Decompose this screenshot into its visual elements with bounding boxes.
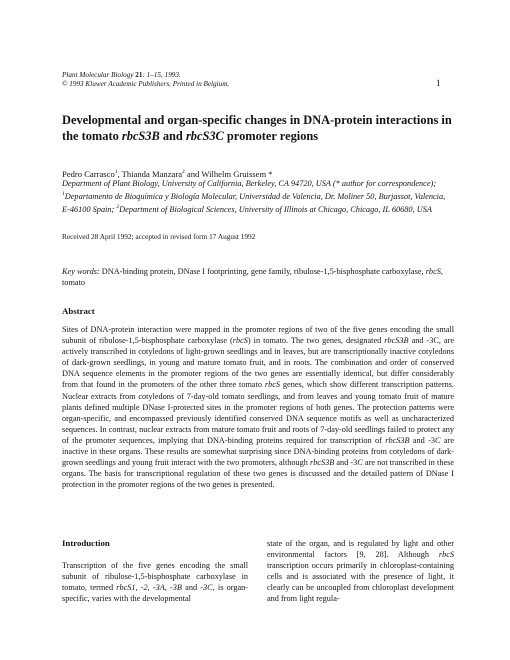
journal-line-1: Plant Molecular Biology 21: 1–15, 1993.	[62, 71, 181, 79]
journal-line-2: © 1993 Kluwer Academic Publishers. Printed in Belgium.	[62, 80, 230, 88]
journal-citation	[62, 71, 229, 89]
journal-volume: 21	[135, 71, 143, 79]
abstract-heading: Abstract	[62, 306, 95, 316]
page-number: 1	[436, 78, 441, 88]
introduction-left-column: Transcription of the five genes encoding the small subunit of ribulose-1,5-bisphosphate carboxylase in tomato, termed rbcS1, -2, -3A, -3B and -3C, is organ-specific, varies with the developmental	[62, 561, 248, 604]
abstract-text: Sites of DNA-protein interaction were mapped in the promoter regions of two of the five genes encoding the small subunit of ribulose-1,5-bisphosphate carboxylase (rbcS) in tomato. The two genes, designated rbcS3B and -3C, are actively transcribed in cotyledons of light-grown seedlings and in leaves, but are transcriptionally inactive cotyledons of dark-grown seedlings, in young and mature tomato fruit, and in roots. The combination and order of conserved DNA sequence elements in the promoter regions of the two genes are essentially identical, but differ considerably from that found in the promoters of the other three tomato rbcS genes, which show different transcription patterns. Nuclear extracts from cotyledons of 7-day-old tomato seedlings, and from leaves and young tomato fruit of mature plants defined multiple DNase I-protected sites in the promoter regions of both genes. The protection patterns were organ-specific, and encompassed previously identified conserved DNA sequence motifs as well as uncharacterized sequences. In contrast, nuclear extracts from mature tomato fruit and roots of 7-day-old seedlings failed to protect any of the promoter sequences, implying that DNA-binding proteins required for transcription of rbcS3B and -3C are inactive in these organs. These results are somewhat surprising since DNA-binding proteins from cotyledons of dark-grown seedlings and young fruit interact with the two promoters, although rbcS3B and -3C are not transcribed in these organs. The basis for transcriptional regulation of these two genes is discussed and the detailed pattern of DNase I protection in the promoter regions of the two genes is presented.	[62, 325, 454, 490]
author-list: Pedro Carrasco$^1$, Thianda Manzara$^2$ and Wilhelm Gruissem *	[62, 168, 273, 179]
introduction-heading: Introduction	[62, 538, 110, 548]
keywords-label: Key words:	[62, 267, 100, 276]
author-affiliations: Department of Plant Biology, University of California, Berkeley, CA 94720, USA (* author for correspondence); $^1$Departamento de Bioquímica y Biología Molecular, Universidad de Valencia, Dr. Moliner 50, Burjassot, Valencia, E-46100 Spain; $^2$Department of Biological Sciences, University of Illinois at Chicago, Chicago, IL 60680, USA	[62, 179, 446, 214]
received-dates: Received 28 April 1992; accepted in revised form 17 August 1992	[62, 232, 256, 241]
keywords: Key words: DNA-binding protein, DNase I footprinting, gene family, ribulose-1,5-bisphosphate carboxylase, rbcS, tomato	[62, 267, 443, 288]
article-title: Developmental and organ-specific changes in DNA-protein interactions in the tomato rbcS3B and rbcS3C promoter regions	[62, 113, 452, 143]
introduction-right-column: state of the organ, and is regulated by light and other environmental factors [9, 28]. Although rbcS transcription occurs primarily in chloroplast-containing cells and is associated with the presence of light, it clearly can be uncoupled from chloroplast development and from light regula-	[267, 539, 454, 604]
